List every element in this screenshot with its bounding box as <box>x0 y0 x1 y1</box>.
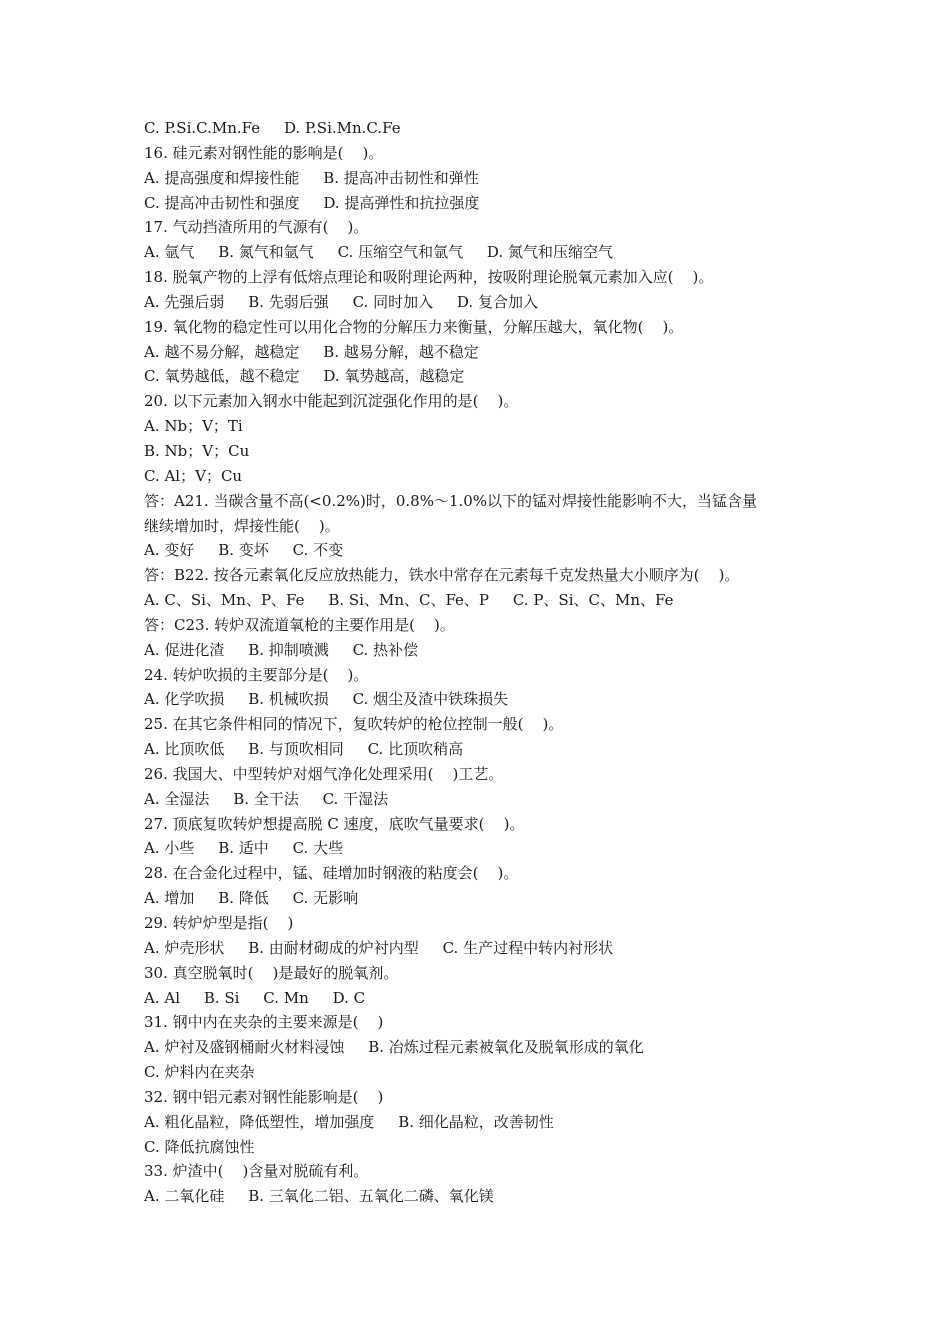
text-line: 26. 我国大、中型转炉对烟气净化处理采用( )工艺。 <box>144 764 504 783</box>
text-line: A. 炉壳形状 B. 由耐材砌成的炉衬内型 C. 生产过程中转内衬形状 <box>144 938 614 957</box>
text-line: C. P.Si.C.Mn.Fe D. P.Si.Mn.C.Fe <box>144 119 401 137</box>
text-line: A. Nb；V；Ti <box>144 417 243 436</box>
text-line: 31. 钢中内在夹杂的主要来源是( ) <box>144 1013 384 1032</box>
text-line: A. 化学吹损 B. 机械吹损 C. 烟尘及渣中铁珠损失 <box>144 690 509 709</box>
text-line: A. 炉衬及盛钢桶耐火材料浸蚀 B. 冶炼过程元素被氧化及脱氧形成的氧化 <box>144 1038 644 1057</box>
text-line: 16. 硅元素对钢性能的影响是( )。 <box>144 143 384 162</box>
text-line: A. C、Si、Mn、P、Fe B. Si、Mn、C、Fe、P C. P、Si、C、Mn、Fe <box>144 591 674 610</box>
text-line: A. Al B. Si C. Mn D. C <box>144 988 366 1007</box>
text-line: A. 二氧化硅 B. 三氧化二铝、五氧化二磷、氧化镁 <box>144 1187 494 1206</box>
text-line: 20. 以下元素加入钢水中能起到沉淀强化作用的是( )。 <box>144 392 519 411</box>
text-line: 27. 顶底复吹转炉想提高脱 C 速度，底吹气量要求( )。 <box>144 814 525 833</box>
text-line: A. 先强后弱 B. 先弱后强 C. 同时加入 D. 复合加入 <box>144 292 538 311</box>
text-line: A. 增加 B. 降低 C. 无影响 <box>144 889 359 908</box>
text-line: C. 降低抗腐蚀性 <box>144 1137 255 1156</box>
text-line: C. 氧势越低，越不稳定 D. 氧势越高，越稳定 <box>144 367 465 386</box>
text-line: 答：C23. 转炉双流道氧枪的主要作用是( )。 <box>144 615 455 634</box>
text-line: 答：A21. 当碳含量不高(<0.2%)时，0.8%～1.0%以下的锰对焊接性能影响不大，当锰含量 <box>144 491 758 510</box>
text-line: A. 促进化渣 B. 抑制喷溅 C. 热补偿 <box>144 640 419 659</box>
text-line: 28. 在合金化过程中，锰、硅增加时钢液的粘度会( )。 <box>144 864 519 883</box>
text-line: C. Al；V；Cu <box>144 466 243 485</box>
text-line: A. 越不易分解，越稳定 B. 越易分解，越不稳定 <box>144 342 479 361</box>
text-line: A. 全湿法 B. 全干法 C. 干湿法 <box>144 789 389 808</box>
text-line: 继续增加时，焊接性能( )。 <box>144 516 340 535</box>
text-line: B. Nb；V；Cu <box>144 441 250 460</box>
text-line: 答：B22. 按各元素氧化反应放热能力，铁水中常存在元素每千克发热量大小顺序为( )。 <box>144 566 740 585</box>
text-line: C. 提高冲击韧性和强度 D. 提高弹性和抗拉强度 <box>144 193 480 212</box>
question-text-block <box>144 116 824 1209</box>
text-line: A. 氩气 B. 氮气和氩气 C. 压缩空气和氩气 D. 氮气和压缩空气 <box>144 243 613 262</box>
text-line: A. 比顶吹低 B. 与顶吹相同 C. 比顶吹稍高 <box>144 740 464 759</box>
text-line: A. 提高强度和焊接性能 B. 提高冲击韧性和弹性 <box>144 168 479 187</box>
text-line: A. 小些 B. 适中 C. 大些 <box>144 839 344 858</box>
text-line: C. 炉料内在夹杂 <box>144 1063 255 1082</box>
text-line: 19. 氧化物的稳定性可以用化合物的分解压力来衡量，分解压越大，氧化物( )。 <box>144 317 684 336</box>
text-line: 17. 气动挡渣所用的气源有( )。 <box>144 218 369 237</box>
text-line: A. 变好 B. 变坏 C. 不变 <box>144 541 344 560</box>
text-line: 18. 脱氧产物的上浮有低熔点理论和吸附理论两种，按吸附理论脱氧元素加入应( )。 <box>144 268 714 287</box>
text-line: 32. 钢中铝元素对钢性能影响是( ) <box>144 1087 384 1106</box>
text-line: 25. 在其它条件相同的情况下，复吹转炉的枪位控制一般( )。 <box>144 715 564 734</box>
text-line: 24. 转炉吹损的主要部分是( )。 <box>144 665 369 684</box>
text-line: 33. 炉渣中( )含量对脱硫有利。 <box>144 1162 369 1181</box>
text-line: 29. 转炉炉型是指( ) <box>144 914 294 932</box>
text-line: A. 粗化晶粒，降低塑性，增加强度 B. 细化晶粒，改善韧性 <box>144 1112 554 1131</box>
text-line: 30. 真空脱氧时( )是最好的脱氧剂。 <box>144 963 399 982</box>
